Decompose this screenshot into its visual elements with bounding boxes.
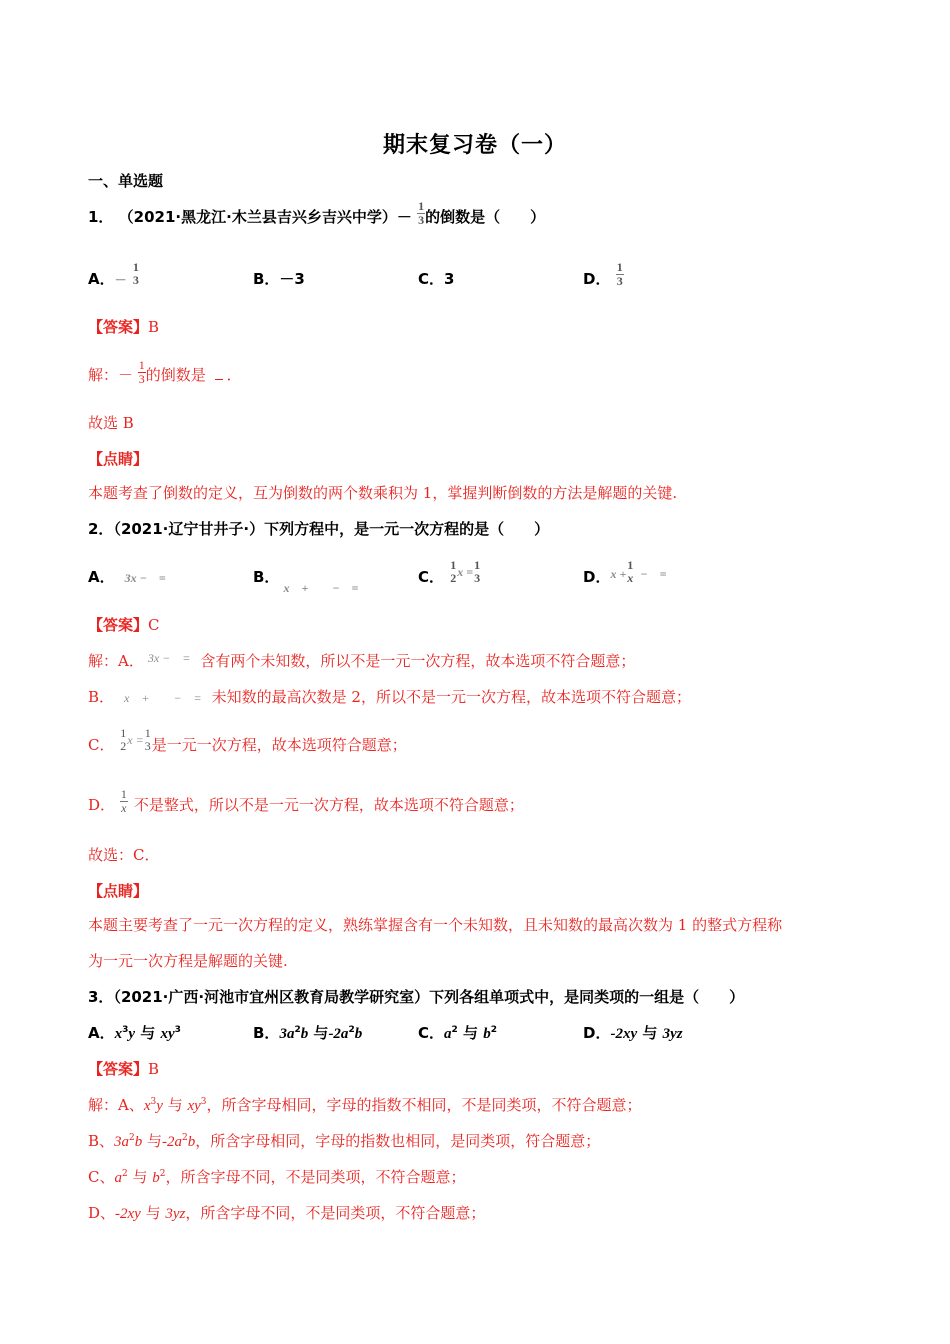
q3-option-a: A．$x^3y$ 与 $xy^3$ [88,1024,181,1042]
q1-fraction: $\frac{1}{3}$ [418,199,425,227]
q3-option-d: D．-2xy 与 3yz [583,1024,683,1042]
question-3-stem: 3．（2021·广西·河池市宜州区教育局教学研究室）下列各组单项式中，是同类项的一组是（ ） [88,988,745,1006]
q3-solution-d: D、-2xy 与 3yz，所含字母不同，不是同类项，不符合题意； [88,1204,486,1222]
q3-answer: 【答案】B [88,1060,160,1078]
q3-option-c: C．$a^2$ 与 $b^2$ [418,1024,497,1042]
question-1-stem [88,199,546,227]
q1-option-b: B．－3 [253,270,305,288]
q2-option-c: C． 1 2 $^{x =}$ 1 3 [418,557,481,586]
q1-option-c: C．3 [418,270,455,288]
q1-stem-tail: 的倒数是（ ） [425,208,546,226]
q1-option-d: D． $\frac{1}{3}$ [583,260,623,288]
q1-point-tag: 【点睛】 [88,450,149,468]
q1-point: 本题考查了倒数的定义，互为倒数的两个数乘积为 1，掌握判断倒数的方法是解题的关键. [88,484,678,502]
q1-answer: 【答案】B [88,318,160,336]
q2-point-line-2: 为一元一次方程是解题的关键. [88,952,288,970]
page-title: 期末复习卷（一） [382,133,567,158]
section-heading: 一、单选题 [88,172,164,190]
q1-number: 1． [88,208,114,226]
q2-solution-c: C． 1 2 $^{x =}$ 1 3 是一元一次方程，故本选项符合题意； [88,726,407,754]
q2-option-d: D．$^{x +}$ 1 x − = [583,557,667,586]
q3-solution-a: 解：A、$x^3y$ 与 $xy^3$，所含字母相同，字母的指数不相同，不是同类项，不符合题意； [88,1096,642,1114]
q3-option-b: B．$3a^2b$ 与$-2a^2b$ [253,1024,363,1042]
question-2-stem: 2．（2021·辽宁甘井子·）下列方程中，是一元一次方程的是（ ） [88,520,550,538]
q2-option-b: B．$_{x + - =}$ [253,568,359,595]
q2-solution-d: D． $\frac{1}{x}$ 不是整式，所以不是一元一次方程，故本选项不符合题意； [88,786,524,815]
q1-conclusion: 故选 B [88,414,134,432]
q2-point-line-1: 本题主要考查了一元一次方程的定义，熟练掌握含有一个未知数，且未知数的最高次数为 1 的整式方程称 [88,916,783,934]
q1-option-a: A．－ 1 3 [88,259,139,288]
q2-option-a: A． 3x − = [88,568,166,586]
q1-solution: 解：－ $\frac{1}{3}$ 的倒数是 ． [88,357,242,386]
q3-solution-b: B、$3a^2b$ 与$-2a^2b$，所含字母相同，字母的指数也相同，是同类项，符合题意； [88,1132,601,1150]
q2-solution-a: 解：A． $^{3x - =}$ 含有两个未知数，所以不是一元一次方程，故本选项不符合题意； [88,651,636,670]
q2-point-tag: 【点睛】 [88,882,149,900]
q2-conclusion: 故选：C． [88,846,160,864]
q2-answer: 【答案】C [88,616,160,634]
q3-solution-c: C、$a^2$ 与 $b^2$，所含字母不同，不是同类项，不符合题意； [88,1168,466,1186]
q1-source: （2021·黑龙江·木兰县吉兴乡吉兴中学）－ [118,208,412,226]
q2-solution-b: B． x + − = 未知数的最高次数是 2，所以不是一元一次方程，故本选项不符合题意； [88,688,691,706]
